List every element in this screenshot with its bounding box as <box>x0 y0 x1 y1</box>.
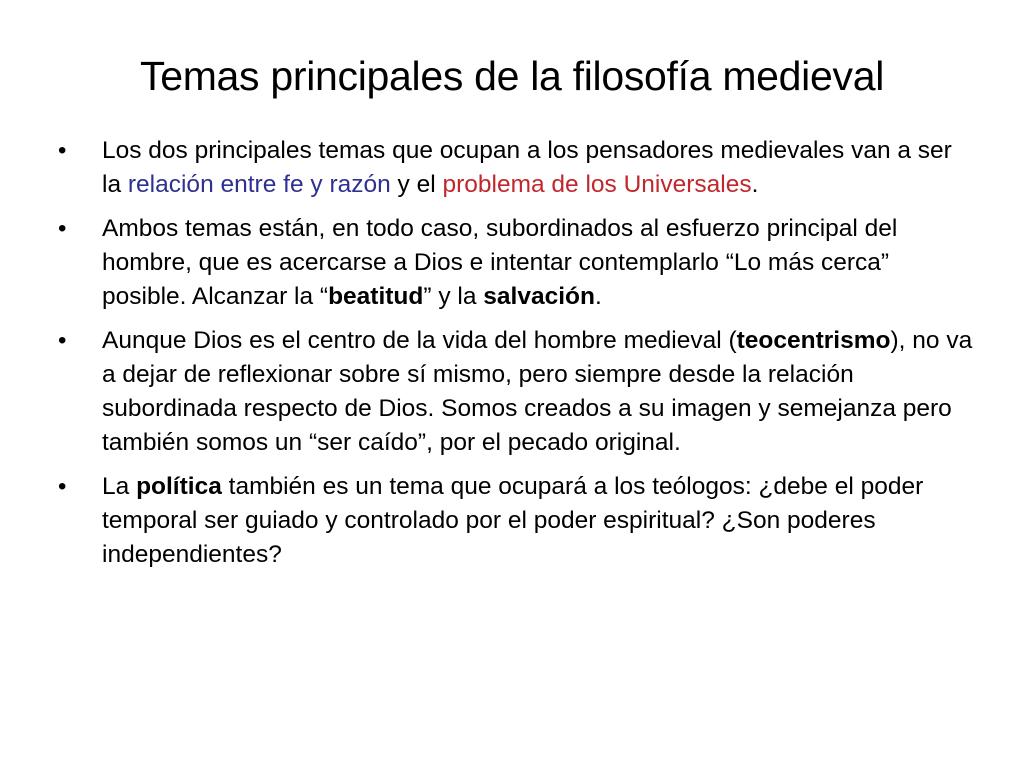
bold-beatitud: beatitud <box>328 283 424 310</box>
slide-title: Temas principales de la filosofía medieval <box>140 53 884 99</box>
text-segment: . <box>594 283 602 310</box>
bullet-text <box>102 215 897 310</box>
bold-teocentrismo: teocentrismo <box>736 327 891 354</box>
text-segment: y el <box>390 171 443 198</box>
highlight-relacion-fe-razon: relación entre fe y razón <box>127 171 391 198</box>
bullet-item-fe-razon <box>56 134 976 202</box>
bullet-item-teocentrismo <box>56 324 976 460</box>
text-segment: . <box>751 171 759 198</box>
bullet-marker: • <box>58 473 67 500</box>
bullet-text <box>102 327 972 456</box>
highlight-problema-universales: problema de los Universales <box>442 171 752 198</box>
bullet-marker: • <box>58 327 67 354</box>
bullet-marker: • <box>58 215 67 242</box>
bullet-text <box>102 473 923 568</box>
text-segment: también es un tema que ocupará a los teólogos: ¿debe el poder temporal ser guiado y controlado por el poder espiritual? ¿Son poderes independientes? <box>102 473 924 568</box>
bullet-list <box>56 134 976 582</box>
text-segment: Ambos temas están, en todo caso, subordinados al esfuerzo principal del hombre, que es acercarse a Dios e intentar contemplarlo “Lo más cerca” posible. Alcanzar la “ <box>102 215 898 310</box>
text-segment: Aunque Dios es el centro de la vida del hombre medieval ( <box>102 327 737 354</box>
text-segment: ), no va a dejar de reflexionar sobre sí mismo, pero siempre desde la relación subordinada respecto de Dios. Somos creados a su imagen y semejanza pero también somos un “ser caído”, por el pecado original. <box>102 327 973 456</box>
text-segment: La <box>102 473 137 500</box>
bullet-text <box>102 137 952 198</box>
text-segment: Los dos principales temas que ocupan a los pensadores medievales van a ser la <box>102 137 952 198</box>
bullet-item-beatitud <box>56 212 976 314</box>
bullet-item-politica <box>56 470 976 572</box>
text-segment: ” y la <box>423 283 484 310</box>
bold-salvacion: salvación <box>483 283 595 310</box>
bullet-marker: • <box>58 137 67 164</box>
bold-politica: política <box>136 473 222 500</box>
